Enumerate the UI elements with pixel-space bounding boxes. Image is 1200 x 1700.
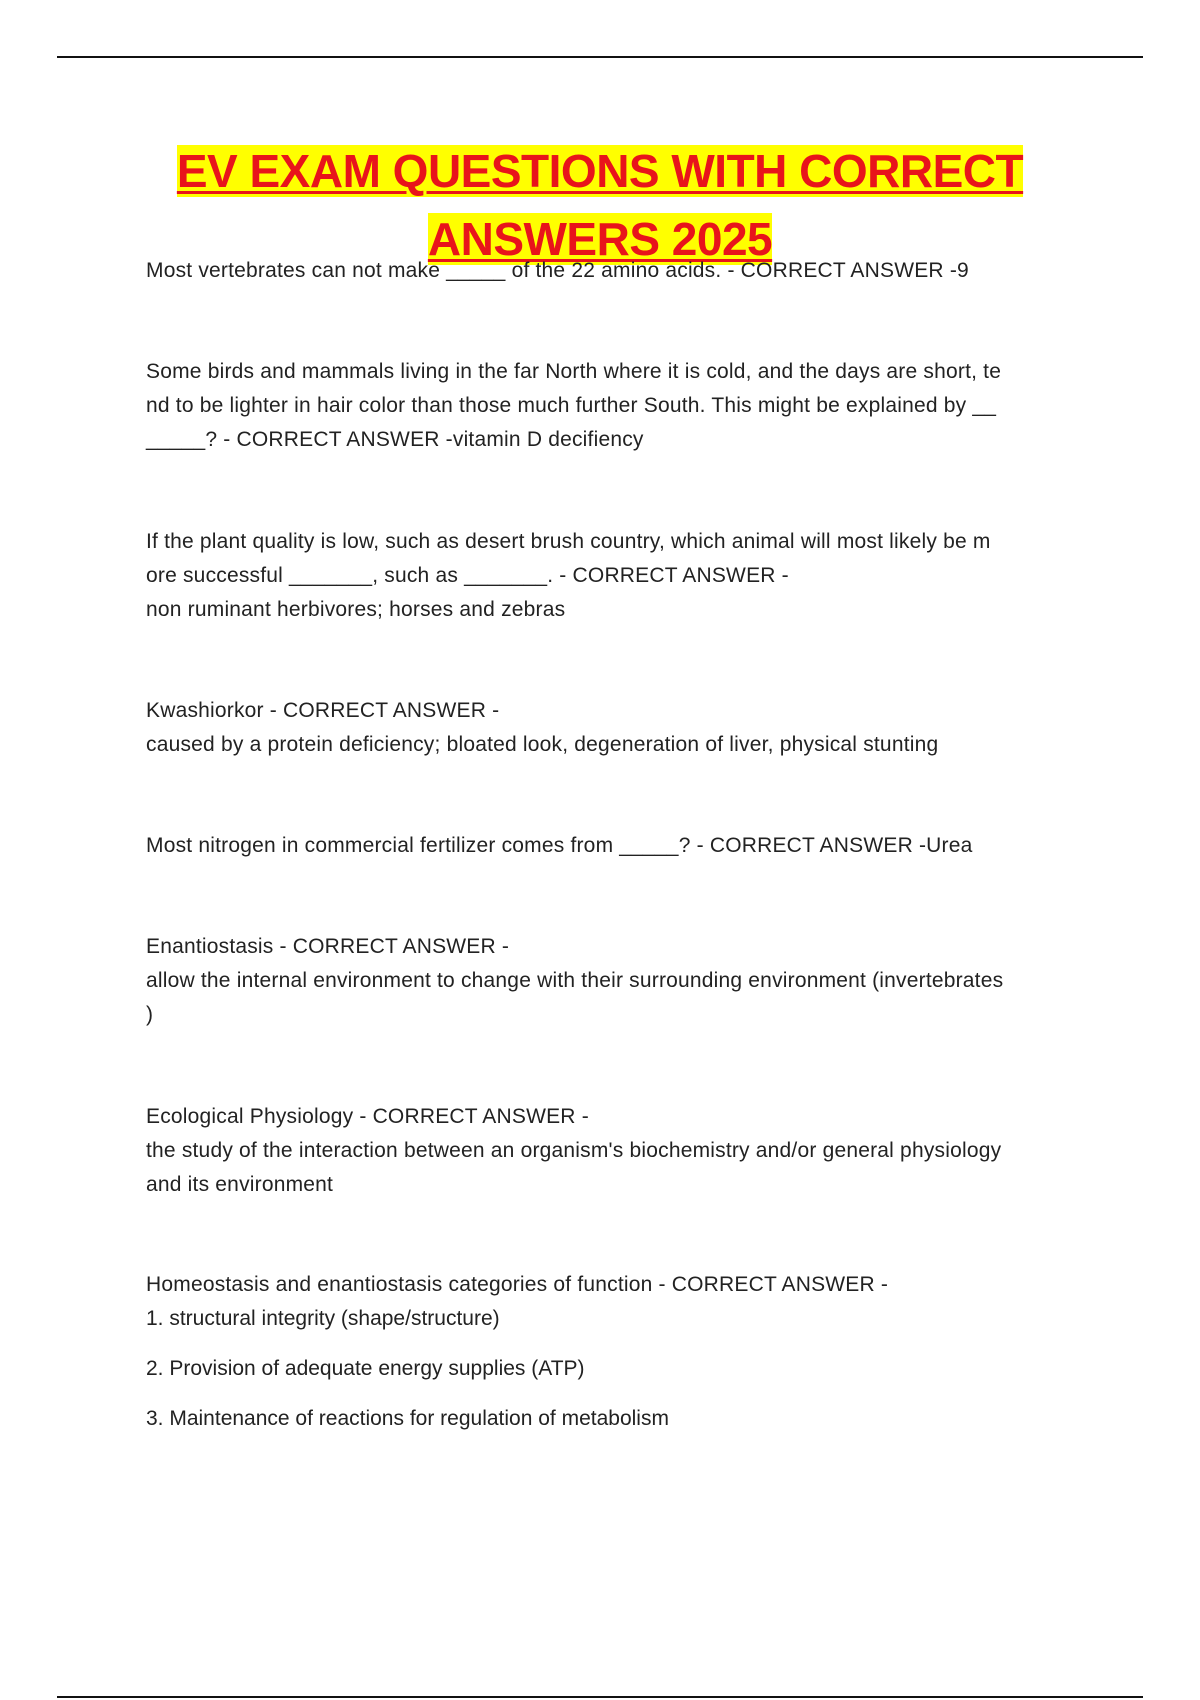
qa-line: Homeostasis and enantiostasis categories of function - CORRECT ANSWER - [146,1273,889,1296]
title-line-2: ANSWERS 2025 [427,213,773,265]
qa-line: Ecological Physiology - CORRECT ANSWER - [146,1105,589,1128]
qa-line: and its environment [146,1173,334,1196]
qa-item-3 [146,525,1086,627]
qa-line: Most vertebrates can not make _____ of the 22 amino acids. - CORRECT ANSWER -9 [146,259,969,282]
function-list-item-1: 1. structural integrity (shape/structure) [146,1307,500,1330]
qa-item-8 [146,1268,1086,1302]
qa-line: Kwashiorkor - CORRECT ANSWER - [146,699,500,722]
title-line-1: EV EXAM QUESTIONS WITH CORRECT [176,145,1024,197]
qa-item-7 [146,1100,1086,1202]
qa-item-4 [146,694,1086,762]
qa-item-6 [146,930,1086,1032]
function-list-item-3: 3. Maintenance of reactions for regulation of metabolism [146,1407,669,1430]
qa-line: Some birds and mammals living in the far North where it is cold, and the days are short, te [146,360,1002,383]
function-list-item-2: 2. Provision of adequate energy supplies (ATP) [146,1357,585,1380]
qa-line: ore successful _______, such as _______. - CORRECT ANSWER - [146,564,789,587]
qa-item-2 [146,355,1086,457]
qa-line: ) [146,1003,154,1026]
qa-line: allow the internal environment to change with their surrounding environment (invertebrates [146,969,1004,992]
qa-item-5 [146,829,1086,863]
qa-line: Enantiostasis - CORRECT ANSWER - [146,935,510,958]
bottom-rule [57,1696,1143,1698]
qa-line: If the plant quality is low, such as desert brush country, which animal will most likely be m [146,530,991,553]
qa-item-1 [146,254,1086,288]
qa-line: nd to be lighter in hair color than those much further South. This might be explained by __ [146,394,997,417]
qa-line: caused by a protein deficiency; bloated look, degeneration of liver, physical stunting [146,733,939,756]
qa-line: Most nitrogen in commercial fertilizer comes from _____? - CORRECT ANSWER -Urea [146,834,973,857]
qa-line: the study of the interaction between an organism's biochemistry and/or general physiology [146,1139,1002,1162]
top-rule [57,56,1143,58]
qa-line: _____? - CORRECT ANSWER -vitamin D decifiency [146,428,644,451]
qa-line: non ruminant herbivores; horses and zebras [146,598,566,621]
